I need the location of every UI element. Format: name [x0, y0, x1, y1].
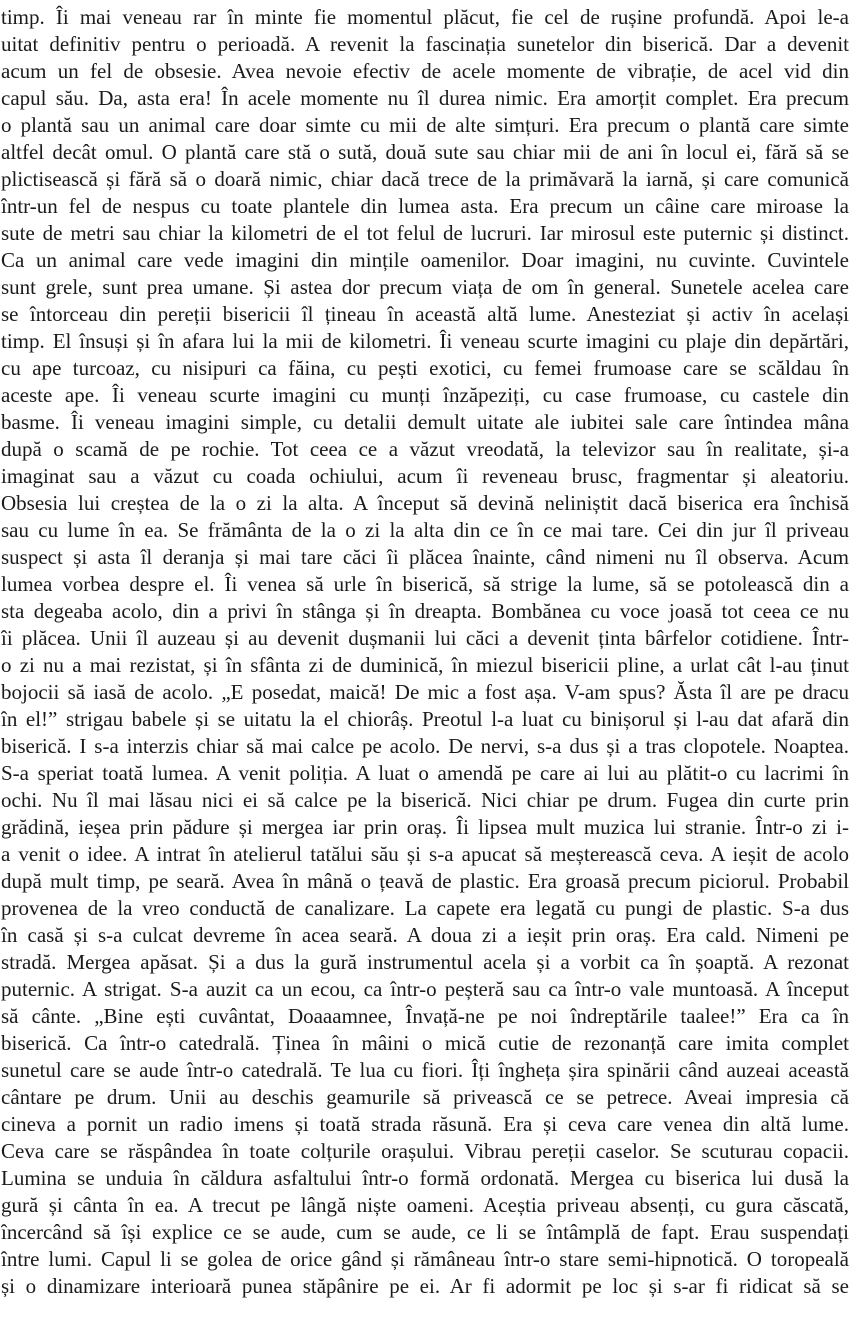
text-line: sute de metri sau chiar la kilometri de el tot felul de lucruri. Iar mirosul este puternic și distinct. — [1, 221, 849, 245]
text-line: puternic. A strigat. S-a auzit ca un ecou, ca într-o peșteră sau ca într-o vale muntoasă. A început — [1, 977, 849, 1001]
text-line: se întorceau din pereții bisericii îl țineau în această altă lume. Anesteziat și activ în același — [1, 302, 849, 326]
text-line: cântare pe drum. Unii au deschis geamurile să privească ce se petrece. Aveai impresia că — [1, 1085, 849, 1109]
text-line: acum un fel de obsesie. Avea nevoie efectiv de acele momente de vibrație, de acel vid din — [1, 59, 849, 83]
text-line: între lumi. Capul li se golea de orice gând și rămâneau într-o stare semi-hipnotică. O toropeală — [1, 1247, 849, 1271]
text-line: lumea vorbea despre el. Îi venea să urle în biserică, să strige la lume, să se potolească din a — [1, 572, 849, 596]
text-line: imaginat sau a văzut cu coada ochiului, acum îi reveneau brusc, fragmentar și aleatoriu. — [1, 464, 849, 488]
text-line: Ca un animal care vede imagini din mințile oamenilor. Doar imagini, nu cuvinte. Cuvintele — [1, 248, 849, 272]
text-line: stradă. Mergea apăsat. Și a dus la gură instrumentul acela și a vorbit ca în șoaptă. A rezonat — [1, 950, 849, 974]
text-line: capul său. Da, asta era! În acele momente nu îl durea nimic. Era amorțit complet. Era precum — [1, 86, 849, 110]
text-line: sau cu lume în ea. Se frământa de la o zi la alta din ce în ce mai tare. Cei din jur îl priveau — [1, 518, 849, 542]
text-line: a venit o idee. A intrat în atelierul tatălui său și s-a apucat să meșterească ceva. A ieșit de acolo — [1, 842, 849, 866]
body-text — [1, 4, 849, 1300]
text-line: îi plăcea. Unii îl auzeau și au devenit dușmanii lui căci a devenit ținta bârfelor cotidiene. Într- — [1, 626, 849, 650]
text-line: sunetul care se aude într-o catedrală. Te lua cu fiori. Îți îngheța șira spinării când auzeai această — [1, 1058, 849, 1082]
text-line: încercând să își explice ce se aude, cum se aude, ce li se întâmplă de fapt. Erau suspendați — [1, 1220, 849, 1244]
text-line: și o dinamizare interioară punea stăpânire pe ei. Ar fi adormit pe loc și s-ar fi ridicat să se — [1, 1274, 849, 1298]
text-line: în el!” strigau babele și se uitatu la el chiorâș. Preotul l-a luat cu binișorul și l-au dat afară din — [1, 707, 849, 731]
text-line: Obsesia lui creștea de la o zi la alta. A început să devină neliniștit dacă biserica era închisă — [1, 491, 849, 515]
text-line: gură și cânta în ea. A trecut pe lângă niște oameni. Aceștia priveau absenți, cu gura căscată, — [1, 1193, 849, 1217]
text-line: timp. Îi mai veneau rar în minte fie momentul plăcut, fie cel de rușine profundă. Apoi le-a — [1, 5, 849, 29]
text-line: Ceva care se răspândea în toate colțurile orașului. Vibrau pereții caselor. Se scuturau copacii. — [1, 1139, 849, 1163]
text-line: basme. Îi veneau imagini simple, cu detalii demult uitate ale iubitei sale care întindea mâna — [1, 410, 849, 434]
text-line: S-a speriat toată lumea. A venit poliția. A luat o amendă pe care ai lui au plătit-o cu lacrimi în — [1, 761, 849, 785]
text-line: o plantă sau un animal care doar simte cu mii de alte simțuri. Era precum o plantă care simte — [1, 113, 849, 137]
text-line: aceste ape. Îi veneau scurte imagini cu munți înzăpeziți, cu case frumoase, cu castele din — [1, 383, 849, 407]
text-line: bojocii să iasă de acolo. „E posedat, maică! De mic a fost așa. V-am spus? Ăsta îl are pe dracu — [1, 680, 849, 704]
text-line: grădină, ieșea prin pădure și mergea iar prin oraș. Îi lipsea mult muzica lui stranie. Într-o zi i- — [1, 815, 849, 839]
text-line: cu ape turcoaz, cu nisipuri ca făina, cu pești exotici, cu femei frumoase care se scăldau în — [1, 356, 849, 380]
text-line: sta degeaba acolo, din a privi în stânga și în dreapta. Bombănea cu voce joasă tot ceea ce nu — [1, 599, 849, 623]
text-line: după mult timp, pe seară. Avea în mână o țeavă de plastic. Era groasă precum piciorul. Probabil — [1, 869, 849, 893]
text-line: ochi. Nu îl mai lăsau nici ei să calce pe la biserică. Nici chiar pe drum. Fugea din curte prin — [1, 788, 849, 812]
text-line: cineva a pornit un radio imens și toată strada răsună. Era și ceva care venea din altă lume. — [1, 1112, 849, 1136]
text-line: Lumina se unduia în căldura asfaltului într-o formă ordonată. Mergea cu biserica lui dusă la — [1, 1166, 849, 1190]
text-line: biserică. Ca într-o catedrală. Ținea în mâini o mică cutie de rezonanță care imita complet — [1, 1031, 849, 1055]
text-line: altfel decât omul. O plantă care stă o sută, două sute sau chiar mii de ani în locul ei, fără să se — [1, 140, 849, 164]
text-line: sunt grele, sunt prea umane. Și astea dor precum viața de om în general. Sunetele acelea care — [1, 275, 849, 299]
text-line: în casă și s-a culcat devreme în acea seară. A doua zi a ieșit prin oraș. Era cald. Nimeni pe — [1, 923, 849, 947]
text-line: într-un fel de nespus cu toate plantele din lumea asta. Era precum un câine care miroase la — [1, 194, 849, 218]
text-line: o zi nu a mai rezistat, și în sfânta zi de duminică, în miezul bisericii pline, a urlat cât l-au ținut — [1, 653, 849, 677]
text-line: după o scamă de pe rochie. Tot ceea ce a văzut vreodată, la televizor sau în realitate, și-a — [1, 437, 849, 461]
text-line: suspect și asta îl deranja și mai tare căci îi plăcea înainte, când nimeni nu îl observa. Acum — [1, 545, 849, 569]
text-line: uitat definitiv pentru o perioadă. A revenit la fascinația sunetelor din biserică. Dar a devenit — [1, 32, 849, 56]
text-line: provenea de la vreo conductă de canalizare. La capete era legată cu pungi de plastic. S-a dus — [1, 896, 849, 920]
text-line: să cânte. „Bine ești cuvântat, Doaaamnee, Învață-ne pe noi îndreptările taalee!” Era ca în — [1, 1004, 849, 1028]
text-line: timp. El însuși și în afara lui la mii de kilometri. Îi veneau scurte imagini cu plaje din depărtări, — [1, 329, 849, 353]
text-line: biserică. I s-a interzis chiar să mai calce pe acolo. De nervi, s-a dus și a tras clopotele. Noaptea. — [1, 734, 849, 758]
text-line: plictisească și fără să o doară nimic, chiar dacă trece de la primăvară la iarnă, și care comunică — [1, 167, 849, 191]
